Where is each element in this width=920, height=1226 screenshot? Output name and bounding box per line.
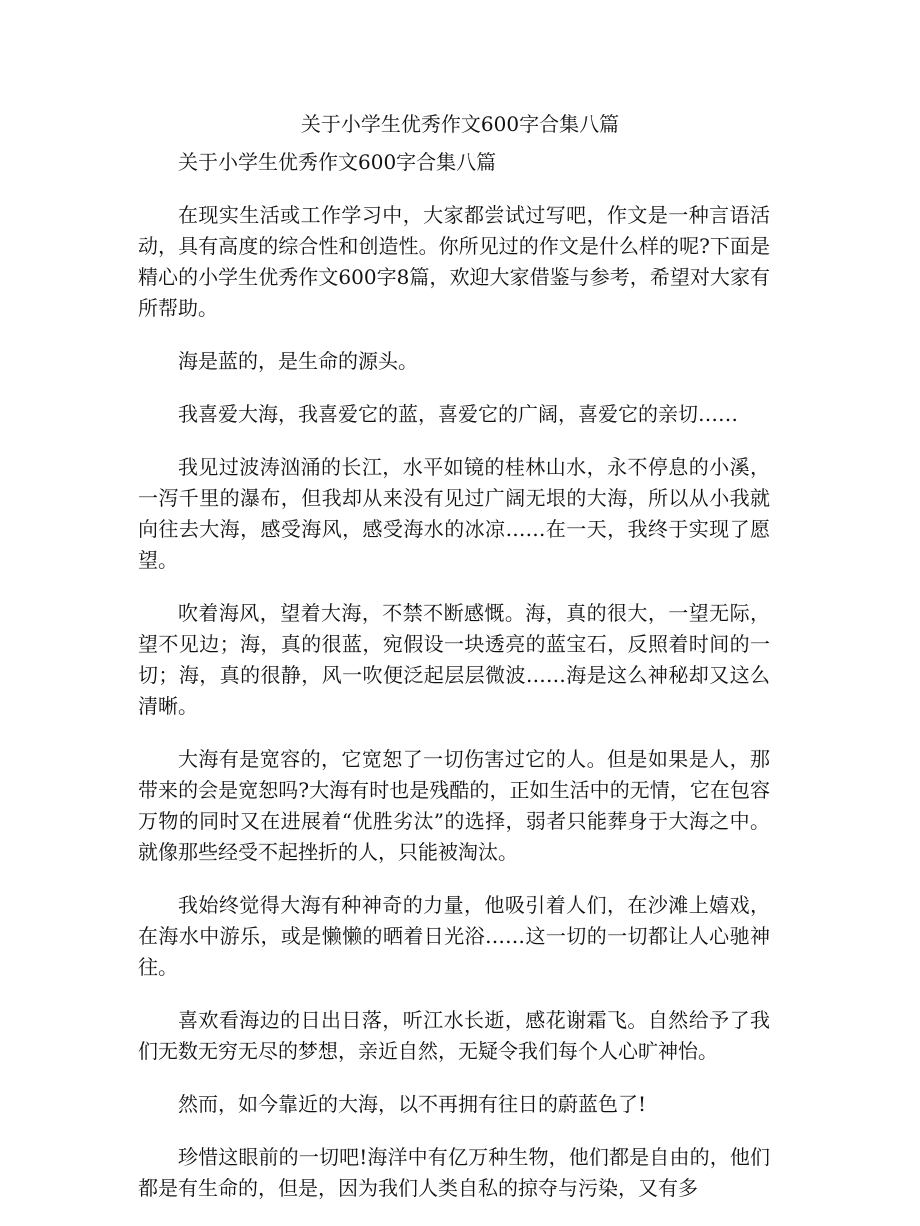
- paragraph-2: 海是蓝的，是生命的源头。: [178, 349, 418, 373]
- paragraph-3: 我喜爱大海，我喜爱它的蓝，喜爱它的广阔，喜爱它的亲切……: [178, 402, 738, 426]
- paragraph-9: 然而，如今靠近的大海，以不再拥有往日的蔚蓝色了!: [178, 1092, 647, 1116]
- document-subtitle: 关于小学生优秀作文600字合集八篇: [178, 150, 497, 174]
- paragraph-7: 我始终觉得大海有种神奇的力量，他吸引着人们，在沙滩上嬉戏，在海水中游乐，或是懒懒的晒着日光浴……这一切的一切都让人心驰神往。: [138, 893, 770, 979]
- paragraph-6: 大海有是宽容的，它宽恕了一切伤害过它的人。但是如果是人，那带来的会是宽恕吗?大海有时也是残酷的，正如生活中的无情，它在包容万物的同时又在进展着“优胜劣汰”的选择，弱者只能葬身于大海之中。就像那些经受不起挫折的人，只能被淘汰。: [138, 747, 770, 864]
- document-title: 关于小学生优秀作文600字合集八篇: [300, 112, 620, 136]
- paragraph-4: 我见过波涛汹涌的长江，水平如镜的桂林山水，永不停息的小溪，一泻千里的瀑布，但我却从来没有见过广阔无垠的大海，所以从小我就向往去大海，感受海风，感受海水的冰凉……在一天，我终于实现了愿望。: [138, 455, 770, 572]
- paragraph-intro: 在现实生活或工作学习中，大家都尝试过写吧，作文是一种言语活动，具有高度的综合性和创造性。你所见过的作文是什么样的呢?下面是精心的小学生优秀作文600字8篇，欢迎大家借鉴与参考，希望对大家有所帮助。: [138, 203, 770, 320]
- paragraph-8: 喜欢看海边的日出日落，听江水长逝，感花谢霜飞。自然给予了我们无数无穷无尽的梦想，亲近自然，无疑令我们每个人心旷神怡。: [138, 1008, 770, 1063]
- document-body: [138, 147, 770, 1226]
- paragraph-5: 吹着海风，望着大海，不禁不断感慨。海，真的很大，一望无际，望不见边；海，真的很蓝，宛假设一块透亮的蓝宝石，反照着时间的一切；海，真的很静，风一吹便泛起层层微波……海是这么神秘却又这么清晰。: [138, 601, 770, 718]
- paragraph-10: 珍惜这眼前的一切吧!海洋中有亿万种生物，他们都是自由的，他们都是有生命的，但是，因为我们人类自私的掠夺与污染，又有多: [138, 1145, 770, 1200]
